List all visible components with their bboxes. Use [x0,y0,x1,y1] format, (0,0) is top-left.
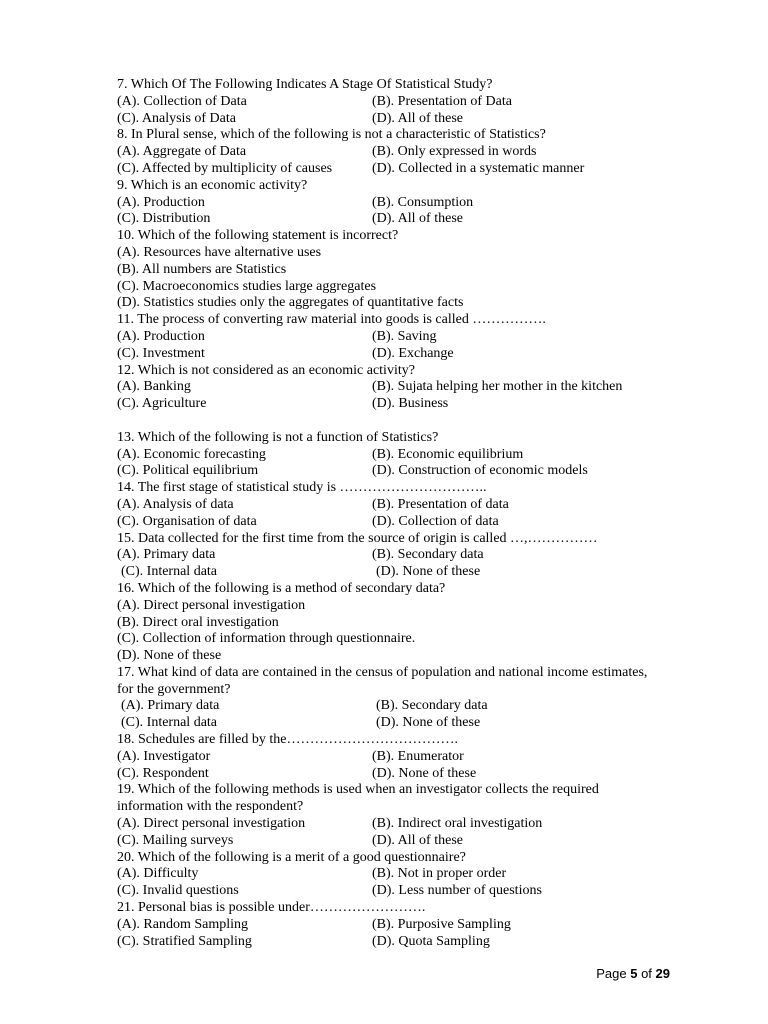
question-13: 13. Which of the following is not a function of Statistics? [117,429,439,445]
option-c: (C). Macroeconomics studies large aggregates [117,278,377,294]
option-b: (B). Direct oral investigation [117,614,279,630]
options-row [117,497,717,514]
option-a: (A). Aggregate of Data [117,144,247,160]
option-b: (B). Sujata helping her mother in the kitchen [372,379,623,395]
options-row [117,211,717,228]
option-c: (C). Political equilibrium [117,463,259,479]
options-row [117,346,717,363]
question-10: 10. Which of the following statement is incorrect? [117,228,399,244]
spacer [117,413,717,430]
options-row [117,564,717,581]
option-b: (B). Economic equilibrium [372,446,524,462]
options-row [117,816,717,833]
option-c: (C). Mailing surveys [117,832,234,848]
options-row [117,749,717,766]
option-a: (A). Direct personal investigation [117,597,306,613]
option-b: (B). Not in proper order [372,866,507,882]
question-7: 7. Which Of The Following Indicates A Stage Of Statistical Study? [117,77,493,92]
option-a: (A). Production [117,328,205,344]
option-b: (B). Saving [372,328,437,344]
options-row [117,766,717,783]
question-15: 15. Data collected for the first time from the source of origin is called …,…………… [117,530,598,546]
options-row [117,379,717,396]
question-17-cont: for the government? [117,681,231,697]
option-b: (B). Indirect oral investigation [372,816,543,832]
option-c: (C). Stratified Sampling [117,933,252,949]
option-c: (C). Analysis of Data [117,110,236,126]
question-16: 16. Which of the following is a method of secondary data? [117,580,446,596]
option-d: (D). Less number of questions [372,883,542,899]
options-row [117,866,717,883]
options-row [117,195,717,212]
options-row [117,547,717,564]
option-b: (B). Enumerator [372,748,464,764]
options-row [117,111,717,128]
question-19: 19. Which of the following methods is used when an investigator collects the required [117,782,599,798]
option-c: (C). Investment [117,345,205,361]
option-c: (C). Distribution [117,211,211,227]
option-d: (D). None of these [117,648,222,664]
option-a: (A). Production [117,194,205,210]
option-d: (D). Collection of data [372,513,499,529]
option-d: (D). Construction of economic models [372,463,588,479]
options-row [117,463,717,480]
question-21: 21. Personal bias is possible under……………………. [117,900,426,916]
option-a: (A). Banking [117,379,191,395]
option-c: (C). Internal data [121,715,218,731]
option-b: (B). Secondary data [376,698,488,714]
option-c: (C). Agriculture [117,396,207,412]
option-d: (D). All of these [372,110,463,126]
option-d: (D). All of these [372,211,463,227]
option-d: (D). Business [372,396,449,412]
option-a: (A). Difficulty [117,866,199,882]
option-b: (B). All numbers are Statistics [117,261,287,277]
total-pages: 29 [655,966,670,981]
options-row [117,396,717,413]
question-9: 9. Which is an economic activity? [117,177,308,193]
options-row [117,514,717,531]
option-b: (B). Only expressed in words [372,144,537,160]
option-b: (B). Consumption [372,194,474,210]
option-d: (D). Exchange [372,345,454,361]
options-row [117,161,717,178]
option-c: (C). Collection of information through questionnaire. [117,631,416,647]
question-19-cont: information with the respondent? [117,799,304,815]
option-b: (B). Presentation of Data [372,93,512,109]
option-c: (C). Invalid questions [117,883,239,899]
question-list [117,77,717,950]
option-b: (B). Secondary data [372,547,484,563]
option-a: (A). Analysis of data [117,496,234,512]
option-d: (D). All of these [372,832,463,848]
question-20: 20. Which of the following is a merit of a good questionnaire? [117,849,466,865]
question-11: 11. The process of converting raw material into goods is called ……………. [117,312,546,328]
options-row [117,833,717,850]
option-b: (B). Purposive Sampling [372,916,511,932]
options-row [117,883,717,900]
option-b: (B). Presentation of data [372,496,509,512]
options-row [117,144,717,161]
page-number: Page 5 of 29 [596,966,670,981]
question-12: 12. Which is not considered as an economic activity? [117,362,415,378]
option-c: (C). Organisation of data [117,513,257,529]
option-d: (D). None of these [376,715,481,731]
option-a: (A). Primary data [121,698,220,714]
question-8: 8. In Plural sense, which of the following is not a characteristic of Statistics? [117,127,546,143]
options-row [117,447,717,464]
option-c: (C). Internal data [121,564,218,580]
option-d: (D). Collected in a systematic manner [372,160,585,176]
option-a: (A). Collection of Data [117,93,247,109]
option-a: (A). Investigator [117,748,211,764]
option-a: (A). Primary data [117,547,216,563]
option-a: (A). Resources have alternative uses [117,244,322,260]
option-a: (A). Direct personal investigation [117,816,306,832]
option-d: (D). None of these [372,765,477,781]
options-row [117,94,717,111]
option-c: (C). Affected by multiplicity of causes [117,160,333,176]
option-c: (C). Respondent [117,765,209,781]
options-row [117,329,717,346]
question-17: 17. What kind of data are contained in the census of population and national income estimates, [117,664,648,680]
options-row [117,934,717,951]
options-row [117,715,717,732]
options-row [117,917,717,934]
question-14: 14. The first stage of statistical study is ………………………….. [117,480,487,496]
option-a: (A). Economic forecasting [117,446,266,462]
options-row [117,698,717,715]
question-18: 18. Schedules are filled by the………………………………. [117,732,459,748]
current-page: 5 [630,966,638,981]
option-a: (A). Random Sampling [117,916,249,932]
option-d: (D). Quota Sampling [372,933,490,949]
option-d: (D). None of these [376,564,481,580]
option-d: (D). Statistics studies only the aggregates of quantitative facts [117,295,464,311]
